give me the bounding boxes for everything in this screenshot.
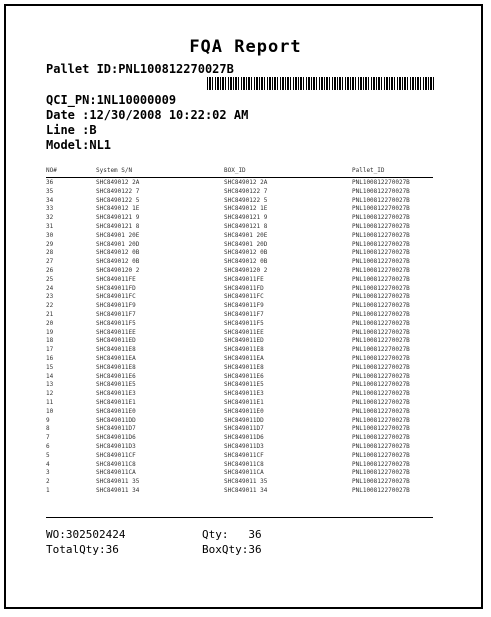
- table-row: [46, 337, 433, 346]
- row-no: 12: [46, 390, 54, 398]
- row-pallet-id: PNL100812270027B: [352, 249, 410, 257]
- col-header-pallet-id: Pallet_ID: [352, 167, 385, 174]
- row-no: 24: [46, 284, 54, 292]
- row-no: 22: [46, 302, 54, 310]
- row-no: 20: [46, 319, 54, 327]
- row-system-sn: SHC849011 34: [96, 486, 140, 494]
- row-pallet-id: PNL100812270027B: [352, 293, 410, 301]
- row-box-id: SHC849011E5: [224, 381, 264, 389]
- row-no: 28: [46, 249, 54, 257]
- row-no: 26: [46, 266, 54, 274]
- col-header-system-sn: System S/N: [96, 167, 133, 174]
- row-system-sn: SHC849012 2A: [96, 179, 140, 186]
- serial-table: [46, 167, 433, 496]
- line: Line :B: [46, 123, 97, 137]
- row-box-id: SHC849011D3: [224, 442, 264, 450]
- table-row: [46, 373, 433, 382]
- row-pallet-id: PNL100812270027B: [352, 196, 410, 204]
- table-row: [46, 232, 433, 241]
- row-system-sn: SHC849011D3: [96, 442, 136, 450]
- row-no: 7: [46, 434, 50, 442]
- table-row: [46, 390, 433, 399]
- model: Model:NL1: [46, 138, 112, 152]
- table-row: [46, 197, 433, 206]
- row-pallet-id: PNL100812270027B: [352, 328, 410, 336]
- row-system-sn: SHC849011E3: [96, 390, 136, 398]
- table-row: [46, 478, 433, 487]
- row-box-id: SHC849011EA: [224, 354, 264, 362]
- table-row: [46, 364, 433, 373]
- row-box-id: SHC849011E8: [224, 346, 264, 354]
- row-no: 32: [46, 214, 54, 222]
- row-system-sn: SHC8490121 8: [96, 222, 140, 230]
- row-box-id: SHC849011D7: [224, 425, 264, 433]
- row-system-sn: SHC8490122 7: [96, 187, 140, 195]
- row-system-sn: SHC84901 20E: [96, 231, 140, 239]
- row-no: 6: [46, 442, 50, 450]
- table-row: [46, 346, 433, 355]
- row-pallet-id: PNL100812270027B: [352, 284, 410, 292]
- table-row: [46, 329, 433, 338]
- row-box-id: SHC849011CF: [224, 451, 264, 459]
- row-box-id: SHC849011 34: [224, 486, 268, 494]
- row-box-id: SHC8490122 7: [224, 187, 268, 195]
- row-pallet-id: PNL100812270027B: [352, 319, 410, 327]
- row-system-sn: SHC849011E6: [96, 372, 136, 380]
- row-no: 4: [46, 460, 50, 468]
- row-pallet-id: PNL100812270027B: [352, 469, 410, 477]
- pallet-id: Pallet ID:PNL100812270027B: [46, 62, 234, 76]
- row-box-id: SHC849011ED: [224, 337, 264, 345]
- row-box-id: SHC849011FD: [224, 284, 264, 292]
- row-system-sn: SHC849011CF: [96, 451, 136, 459]
- row-system-sn: SHC849011EE: [96, 328, 136, 336]
- row-no: 19: [46, 328, 54, 336]
- row-system-sn: SHC849012 0B: [96, 258, 140, 266]
- row-no: 33: [46, 205, 54, 213]
- row-box-id: SHC849012 0B: [224, 249, 268, 257]
- row-box-id: SHC849012 1E: [224, 205, 268, 213]
- row-no: 5: [46, 451, 50, 459]
- row-box-id: SHC849011E8: [224, 363, 264, 371]
- table-row: [46, 285, 433, 294]
- row-no: 1: [46, 486, 50, 494]
- table-row: [46, 214, 433, 223]
- table-footer-rule: [46, 517, 433, 518]
- row-no: 27: [46, 258, 54, 266]
- report-title: FQA Report: [189, 37, 302, 57]
- row-box-id: SHC84901 20E: [224, 231, 268, 239]
- row-pallet-id: PNL100812270027B: [352, 337, 410, 345]
- row-system-sn: SHC849011EA: [96, 354, 136, 362]
- row-pallet-id: PNL100812270027B: [352, 222, 410, 230]
- table-row: [46, 434, 433, 443]
- row-no: 35: [46, 187, 54, 195]
- table-row: [46, 381, 433, 390]
- row-pallet-id: PNL100812270027B: [352, 240, 410, 248]
- row-system-sn: SHC849011E8: [96, 346, 136, 354]
- row-no: 9: [46, 416, 50, 424]
- table-row: [46, 452, 433, 461]
- row-system-sn: SHC849011C8: [96, 460, 136, 468]
- table-row: [46, 469, 433, 478]
- row-box-id: SHC849011DD: [224, 416, 264, 424]
- row-box-id: SHC849011F5: [224, 319, 264, 327]
- pallet-barcode: [207, 77, 436, 90]
- row-no: 30: [46, 231, 54, 239]
- row-pallet-id: PNL100812270027B: [352, 442, 410, 450]
- row-no: 8: [46, 425, 50, 433]
- table-row: [46, 355, 433, 364]
- row-no: 15: [46, 363, 54, 371]
- row-system-sn: SHC849012 0B: [96, 249, 140, 257]
- row-pallet-id: PNL100812270027B: [352, 354, 410, 362]
- table-row: [46, 249, 433, 258]
- row-pallet-id: PNL100812270027B: [352, 372, 410, 380]
- row-box-id: SHC849011E6: [224, 372, 264, 380]
- row-box-id: SHC849011D6: [224, 434, 264, 442]
- row-system-sn: SHC849011FD: [96, 284, 136, 292]
- work-order: WO:302502424: [46, 528, 126, 541]
- row-no: 11: [46, 398, 54, 406]
- col-header-box-id: BOX_ID: [224, 167, 246, 174]
- row-system-sn: SHC849011F7: [96, 310, 136, 318]
- row-system-sn: SHC849011E5: [96, 381, 136, 389]
- row-pallet-id: PNL100812270027B: [352, 486, 410, 494]
- row-box-id: SHC849011E0: [224, 407, 264, 415]
- row-pallet-id: PNL100812270027B: [352, 434, 410, 442]
- row-box-id: SHC849011E1: [224, 398, 264, 406]
- row-no: 10: [46, 407, 54, 415]
- row-pallet-id: PNL100812270027B: [352, 363, 410, 371]
- row-box-id: SHC84901 20D: [224, 240, 268, 248]
- row-system-sn: SHC849011 35: [96, 478, 140, 486]
- table-row: [46, 408, 433, 417]
- table-row: [46, 258, 433, 267]
- row-system-sn: SHC849011D7: [96, 425, 136, 433]
- box-qty: BoxQty:36: [202, 543, 262, 556]
- row-box-id: SHC849011EE: [224, 328, 264, 336]
- row-no: 16: [46, 354, 54, 362]
- row-no: 21: [46, 310, 54, 318]
- row-no: 25: [46, 275, 54, 283]
- table-row: [46, 276, 433, 285]
- table-body: [46, 179, 433, 496]
- row-pallet-id: PNL100812270027B: [352, 460, 410, 468]
- row-box-id: SHC849011FC: [224, 293, 264, 301]
- row-pallet-id: PNL100812270027B: [352, 390, 410, 398]
- table-row: [46, 399, 433, 408]
- row-pallet-id: PNL100812270027B: [352, 187, 410, 195]
- row-system-sn: SHC849011F5: [96, 319, 136, 327]
- table-row: [46, 267, 433, 276]
- row-pallet-id: PNL100812270027B: [352, 346, 410, 354]
- row-system-sn: SHC849011CA: [96, 469, 136, 477]
- row-box-id: SHC849012 2A: [224, 179, 268, 186]
- table-row: [46, 425, 433, 434]
- row-pallet-id: PNL100812270027B: [352, 258, 410, 266]
- row-system-sn: SHC849011ED: [96, 337, 136, 345]
- row-no: 34: [46, 196, 54, 204]
- row-pallet-id: PNL100812270027B: [352, 451, 410, 459]
- row-system-sn: SHC849012 1E: [96, 205, 140, 213]
- table-row: [46, 443, 433, 452]
- table-row: [46, 320, 433, 329]
- row-pallet-id: PNL100812270027B: [352, 205, 410, 213]
- row-system-sn: SHC849011FC: [96, 293, 136, 301]
- row-no: 18: [46, 337, 54, 345]
- row-box-id: SHC8490121 8: [224, 222, 268, 230]
- qty: Qty: 36: [202, 528, 262, 541]
- row-no: 2: [46, 478, 50, 486]
- row-system-sn: SHC849011F9: [96, 302, 136, 310]
- row-system-sn: SHC849011E0: [96, 407, 136, 415]
- row-pallet-id: PNL100812270027B: [352, 179, 410, 186]
- row-pallet-id: PNL100812270027B: [352, 266, 410, 274]
- row-pallet-id: PNL100812270027B: [352, 407, 410, 415]
- report-date: Date :12/30/2008 10:22:02 AM: [46, 108, 249, 122]
- table-row: [46, 461, 433, 470]
- row-no: 36: [46, 179, 54, 186]
- row-no: 14: [46, 372, 54, 380]
- row-pallet-id: PNL100812270027B: [352, 425, 410, 433]
- row-system-sn: SHC8490121 9: [96, 214, 140, 222]
- row-box-id: SHC849011FE: [224, 275, 264, 283]
- row-pallet-id: PNL100812270027B: [352, 478, 410, 486]
- table-row: [46, 223, 433, 232]
- row-no: 29: [46, 240, 54, 248]
- row-box-id: SHC849011F9: [224, 302, 264, 310]
- row-system-sn: SHC849011DD: [96, 416, 136, 424]
- row-pallet-id: PNL100812270027B: [352, 398, 410, 406]
- row-no: 17: [46, 346, 54, 354]
- table-row: [46, 241, 433, 250]
- row-pallet-id: PNL100812270027B: [352, 381, 410, 389]
- row-pallet-id: PNL100812270027B: [352, 214, 410, 222]
- row-box-id: SHC849011E3: [224, 390, 264, 398]
- row-box-id: SHC849011CA: [224, 469, 264, 477]
- row-box-id: SHC8490121 9: [224, 214, 268, 222]
- row-system-sn: SHC84901 20D: [96, 240, 140, 248]
- row-pallet-id: PNL100812270027B: [352, 231, 410, 239]
- row-pallet-id: PNL100812270027B: [352, 310, 410, 318]
- row-box-id: SHC849011C8: [224, 460, 264, 468]
- table-row: [46, 205, 433, 214]
- row-box-id: SHC849011F7: [224, 310, 264, 318]
- row-no: 3: [46, 469, 50, 477]
- row-system-sn: SHC8490122 5: [96, 196, 140, 204]
- row-system-sn: SHC849011D6: [96, 434, 136, 442]
- row-box-id: SHC8490122 5: [224, 196, 268, 204]
- row-system-sn: SHC849011E1: [96, 398, 136, 406]
- table-row: [46, 179, 433, 188]
- row-no: 23: [46, 293, 54, 301]
- row-system-sn: SHC8490120 2: [96, 266, 140, 274]
- row-system-sn: SHC849011E8: [96, 363, 136, 371]
- row-box-id: SHC8490120 2: [224, 266, 268, 274]
- table-row: [46, 311, 433, 320]
- row-no: 13: [46, 381, 54, 389]
- table-row: [46, 487, 433, 496]
- table-row: [46, 293, 433, 302]
- row-system-sn: SHC849011FE: [96, 275, 136, 283]
- table-header: [46, 167, 433, 178]
- row-box-id: SHC849012 0B: [224, 258, 268, 266]
- row-pallet-id: PNL100812270027B: [352, 302, 410, 310]
- col-header-no: NO#: [46, 167, 57, 174]
- table-row: [46, 417, 433, 426]
- row-pallet-id: PNL100812270027B: [352, 275, 410, 283]
- total-qty: TotalQty:36: [46, 543, 119, 556]
- table-row: [46, 302, 433, 311]
- qci-pn: QCI_PN:1NL10000009: [46, 93, 177, 107]
- table-row: [46, 188, 433, 197]
- row-no: 31: [46, 222, 54, 230]
- row-box-id: SHC849011 35: [224, 478, 268, 486]
- row-pallet-id: PNL100812270027B: [352, 416, 410, 424]
